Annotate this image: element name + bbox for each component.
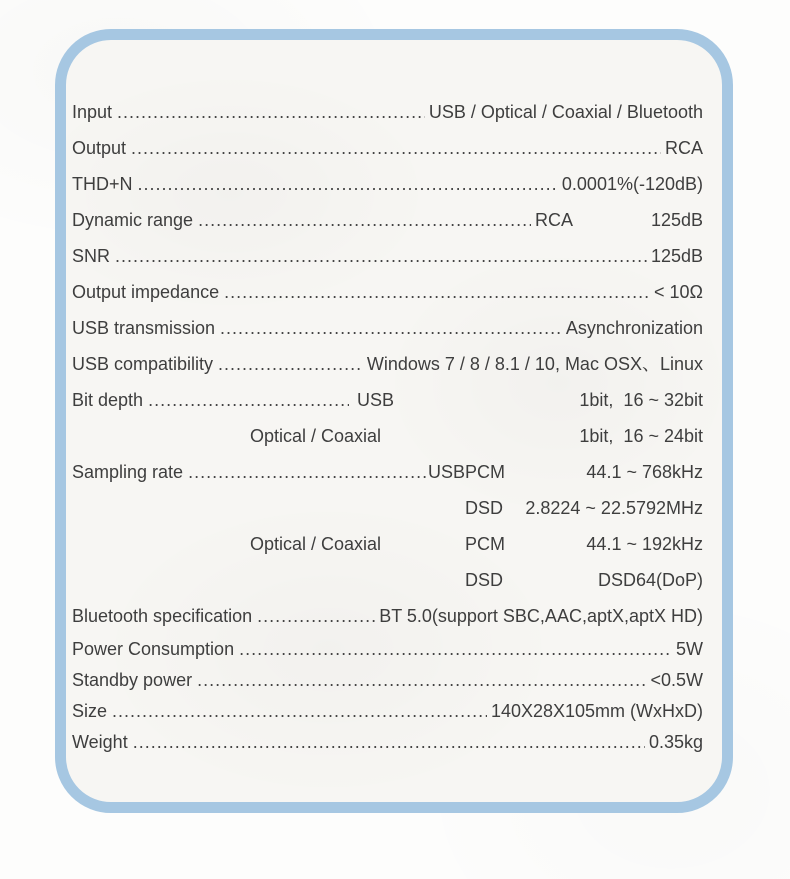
spec-sub-key: Optical / Coaxial (250, 534, 382, 554)
spec-row-output (72, 130, 703, 166)
spec-row-input (72, 94, 703, 130)
spec-value: USB / Optical / Coaxial / Bluetooth (428, 102, 703, 122)
spec-sub-key: USB (356, 390, 394, 410)
spec-row-snr (72, 238, 703, 274)
dot-leader (131, 130, 661, 166)
spec-label: Power Consumption (72, 639, 235, 659)
spec-value: 140X28X105mm (WxHxD) (490, 701, 703, 721)
spec-row-power-consumption (72, 634, 703, 665)
spec-value: 2.8224 ~ 22.5792MHz (525, 498, 703, 518)
spec-value: RCA (664, 138, 703, 158)
spec-label: Output (72, 138, 127, 158)
spec-value: 125dB (650, 210, 703, 230)
spec-value: 0.0001%(-120dB) (561, 174, 703, 194)
spec-row-sampling-optical-pcm (72, 526, 703, 562)
spec-value: 125dB (650, 246, 703, 266)
dot-leader (115, 238, 647, 274)
spec-label: Weight (72, 732, 128, 752)
spec-format-key: PCM (465, 462, 505, 482)
spec-row-standby-power (72, 665, 703, 696)
spec-sub-key: Optical / Coaxial (250, 426, 382, 446)
dot-leader (198, 202, 531, 238)
dot-leader (117, 94, 425, 130)
spec-row-sampling-usb-pcm (72, 454, 703, 490)
spec-row-sampling-optical-dsd (72, 562, 703, 598)
spec-row-size (72, 696, 703, 727)
spec-label: Sampling rate (72, 462, 184, 482)
spec-row-sampling-usb-dsd (72, 490, 703, 526)
spec-label: Input (72, 102, 113, 122)
dot-leader (197, 665, 646, 696)
dot-leader (138, 166, 558, 202)
spec-sub-key: RCA (534, 210, 573, 230)
spec-value: <0.5W (650, 670, 703, 690)
dot-leader (218, 346, 363, 382)
spec-row-bit-depth-optical (72, 418, 703, 454)
spec-label: USB compatibility (72, 354, 214, 374)
spec-row-thd-n (72, 166, 703, 202)
spec-label: SNR (72, 246, 111, 266)
spec-label: Dynamic range (72, 210, 194, 230)
dot-leader (257, 598, 375, 634)
dot-leader (133, 727, 645, 758)
spec-format-key: PCM (465, 534, 505, 554)
spec-value: 1bit, 16 ~ 24bit (579, 426, 703, 446)
spec-row-usb-compatibility (72, 346, 703, 382)
spec-format-key: DSD (465, 570, 504, 590)
dot-leader (148, 382, 349, 418)
dot-leader (112, 696, 487, 727)
spec-label: Standby power (72, 670, 193, 690)
spec-row-weight (72, 727, 703, 758)
spec-value: DSD64(DoP) (597, 570, 703, 590)
spec-value: < 10Ω (654, 282, 703, 302)
spec-row-output-impedance (72, 274, 703, 310)
spec-label: USB transmission (72, 318, 216, 338)
spec-label: Size (72, 701, 108, 721)
spec-label: Output impedance (72, 282, 220, 302)
spec-panel (55, 29, 733, 813)
spec-label: Bit depth (72, 390, 144, 410)
spec-value: 5W (676, 639, 703, 659)
spec-value: 44.1 ~ 768kHz (586, 462, 703, 482)
spec-row-bit-depth-usb (72, 382, 703, 418)
dot-leader (188, 454, 428, 490)
spec-sub-key: USB (427, 462, 465, 482)
spec-value: BT 5.0(support SBC,AAC,aptX,aptX HD) (379, 606, 703, 626)
dot-leader (220, 310, 562, 346)
spec-row-usb-transmission (72, 310, 703, 346)
dot-leader (224, 274, 650, 310)
spec-value: 1bit, 16 ~ 32bit (579, 390, 703, 410)
spec-row-bluetooth (72, 598, 703, 634)
spec-value: 44.1 ~ 192kHz (586, 534, 703, 554)
spec-value: 0.35kg (648, 732, 703, 752)
spec-format-key: DSD (465, 498, 504, 518)
spec-value: Windows 7 / 8 / 8.1 / 10, Mac OSX、Linux (366, 354, 703, 374)
dot-leader (239, 634, 672, 665)
spec-label: THD+N (72, 174, 133, 194)
spec-row-dynamic-range (72, 202, 703, 238)
spec-value: Asynchronization (565, 318, 703, 338)
spec-label: Bluetooth specification (72, 606, 253, 626)
